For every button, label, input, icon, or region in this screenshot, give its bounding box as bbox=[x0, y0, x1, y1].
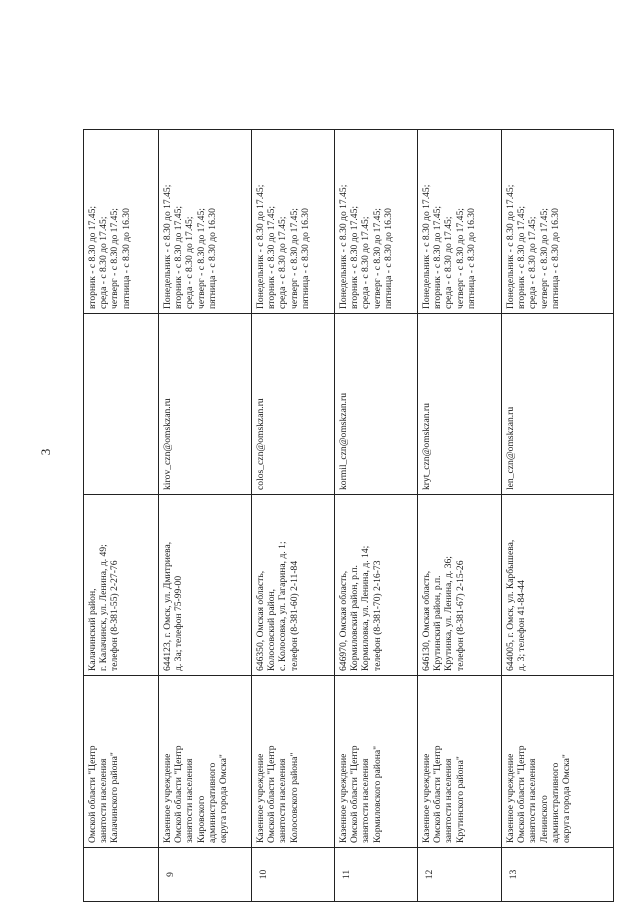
institution-hours: вторник - с 8.30 до 17.45; среда - с 8.30 до 17.45; четверг - с 8.30 до 17.45; пятница - с 8.30 до 16.30 bbox=[84, 130, 159, 314]
institution-hours: Понедельник - с 8.30 до 17.45; вторник - с 8.30 до 17.45; среда - с 8.30 до 17.45; четверг - с 8.30 до 17.45; пятница - с 8.30 до 16.30 bbox=[335, 130, 418, 314]
rotated-table-frame bbox=[83, 130, 613, 902]
row-number: 11 bbox=[335, 848, 418, 902]
institution-name: Казенное учреждение Омской области "Центр занятости населения Кормиловского района" bbox=[335, 676, 418, 848]
institution-address: Калачинский район, г. Калачинск, ул. Ленина, д. 49; телефон (8-381-55) 2-27-76 bbox=[84, 495, 159, 676]
institution-email: colos_czn@omskzan.ru bbox=[252, 314, 335, 495]
institution-email: kryt_czn@omskzan.ru bbox=[418, 314, 502, 495]
institution-email: kirov_czn@omskzan.ru bbox=[159, 314, 252, 495]
institution-address: 646970, Омская область, Кормиловский район, р.п. Кормиловка, ул. Ленина, д. 14; телефон (8-381-70) 2-16-73 bbox=[335, 495, 418, 676]
table-row bbox=[252, 130, 335, 902]
institution-name: Казенное учреждение Омской области "Центр занятости населения Колосовского района" bbox=[252, 676, 335, 848]
table-row bbox=[159, 130, 252, 902]
row-number: 13 bbox=[502, 848, 614, 902]
institution-email bbox=[84, 314, 159, 495]
page-number: 3 bbox=[38, 448, 53, 456]
institution-address: 646350, Омская область, Колосовский район, с. Колосовка, ул. Гагарина, д. 1; телефон (8-381-60) 2-11-84 bbox=[252, 495, 335, 676]
table-row bbox=[84, 130, 159, 902]
institution-address: 644123, г. Омск, ул. Дмитриева, д. 3а; телефон 75-99-00 bbox=[159, 495, 252, 676]
row-number bbox=[84, 848, 159, 902]
institution-hours: Понедельник - с 8.30 до 17.45; вторник - с 8.30 до 17.45; среда - с 8.30 до 17.45; четверг - с 8.30 до 17.45; пятница - с 8.30 до 16.30 bbox=[502, 130, 614, 314]
institution-address: 644005, г. Омск, ул. Карбышева, д. 3; телефон 41-84-44 bbox=[502, 495, 614, 676]
institution-hours: Понедельник - с 8.30 до 17.45; вторник - с 8.30 до 17.45; среда - с 8.30 до 17.45; четверг - с 8.30 до 17.45; пятница - с 8.30 до 16.30 bbox=[159, 130, 252, 314]
employment-centers-table bbox=[83, 129, 614, 902]
institution-name: Казенное учреждение Омской области "Центр занятости населения Ленинского административного округа города Омска" bbox=[502, 676, 614, 848]
institution-email: len_czn@omskzan.ru bbox=[502, 314, 614, 495]
table-row bbox=[335, 130, 418, 902]
institution-name: Казенное учреждение Омской области "Центр занятости населения Кировского административного округа города Омска" bbox=[159, 676, 252, 848]
table-row bbox=[502, 130, 614, 902]
table-row bbox=[418, 130, 502, 902]
institution-name: Казенное учреждение Омской области "Центр занятости населения Крутинского района" bbox=[418, 676, 502, 848]
row-number: 12 bbox=[418, 848, 502, 902]
row-number: 9 bbox=[159, 848, 252, 902]
institution-hours: Понедельник - с 8.30 до 17.45; вторник - с 8.30 до 17.45; среда - с 8.30 до 17.45; четверг - с 8.30 до 17.45; пятница - с 8.30 до 16.30 bbox=[252, 130, 335, 314]
row-number: 10 bbox=[252, 848, 335, 902]
institution-address: 646130, Омская область, Крутинский район, р.п. Крутинка, ул. Ленина, д. 36; телефон (8-381-67) 2-15-26 bbox=[418, 495, 502, 676]
institution-email: kormil_czn@omskzan.ru bbox=[335, 314, 418, 495]
institution-hours: Понедельник - с 8.30 до 17.45; вторник - с 8.30 до 17.45; среда - с 8.30 до 17.45; четверг - с 8.30 до 17.45; пятница - с 8.30 до 16.30 bbox=[418, 130, 502, 314]
institution-name: Омской области "Центр занятости населения Калачинского района" bbox=[84, 676, 159, 848]
table-container bbox=[83, 130, 613, 902]
